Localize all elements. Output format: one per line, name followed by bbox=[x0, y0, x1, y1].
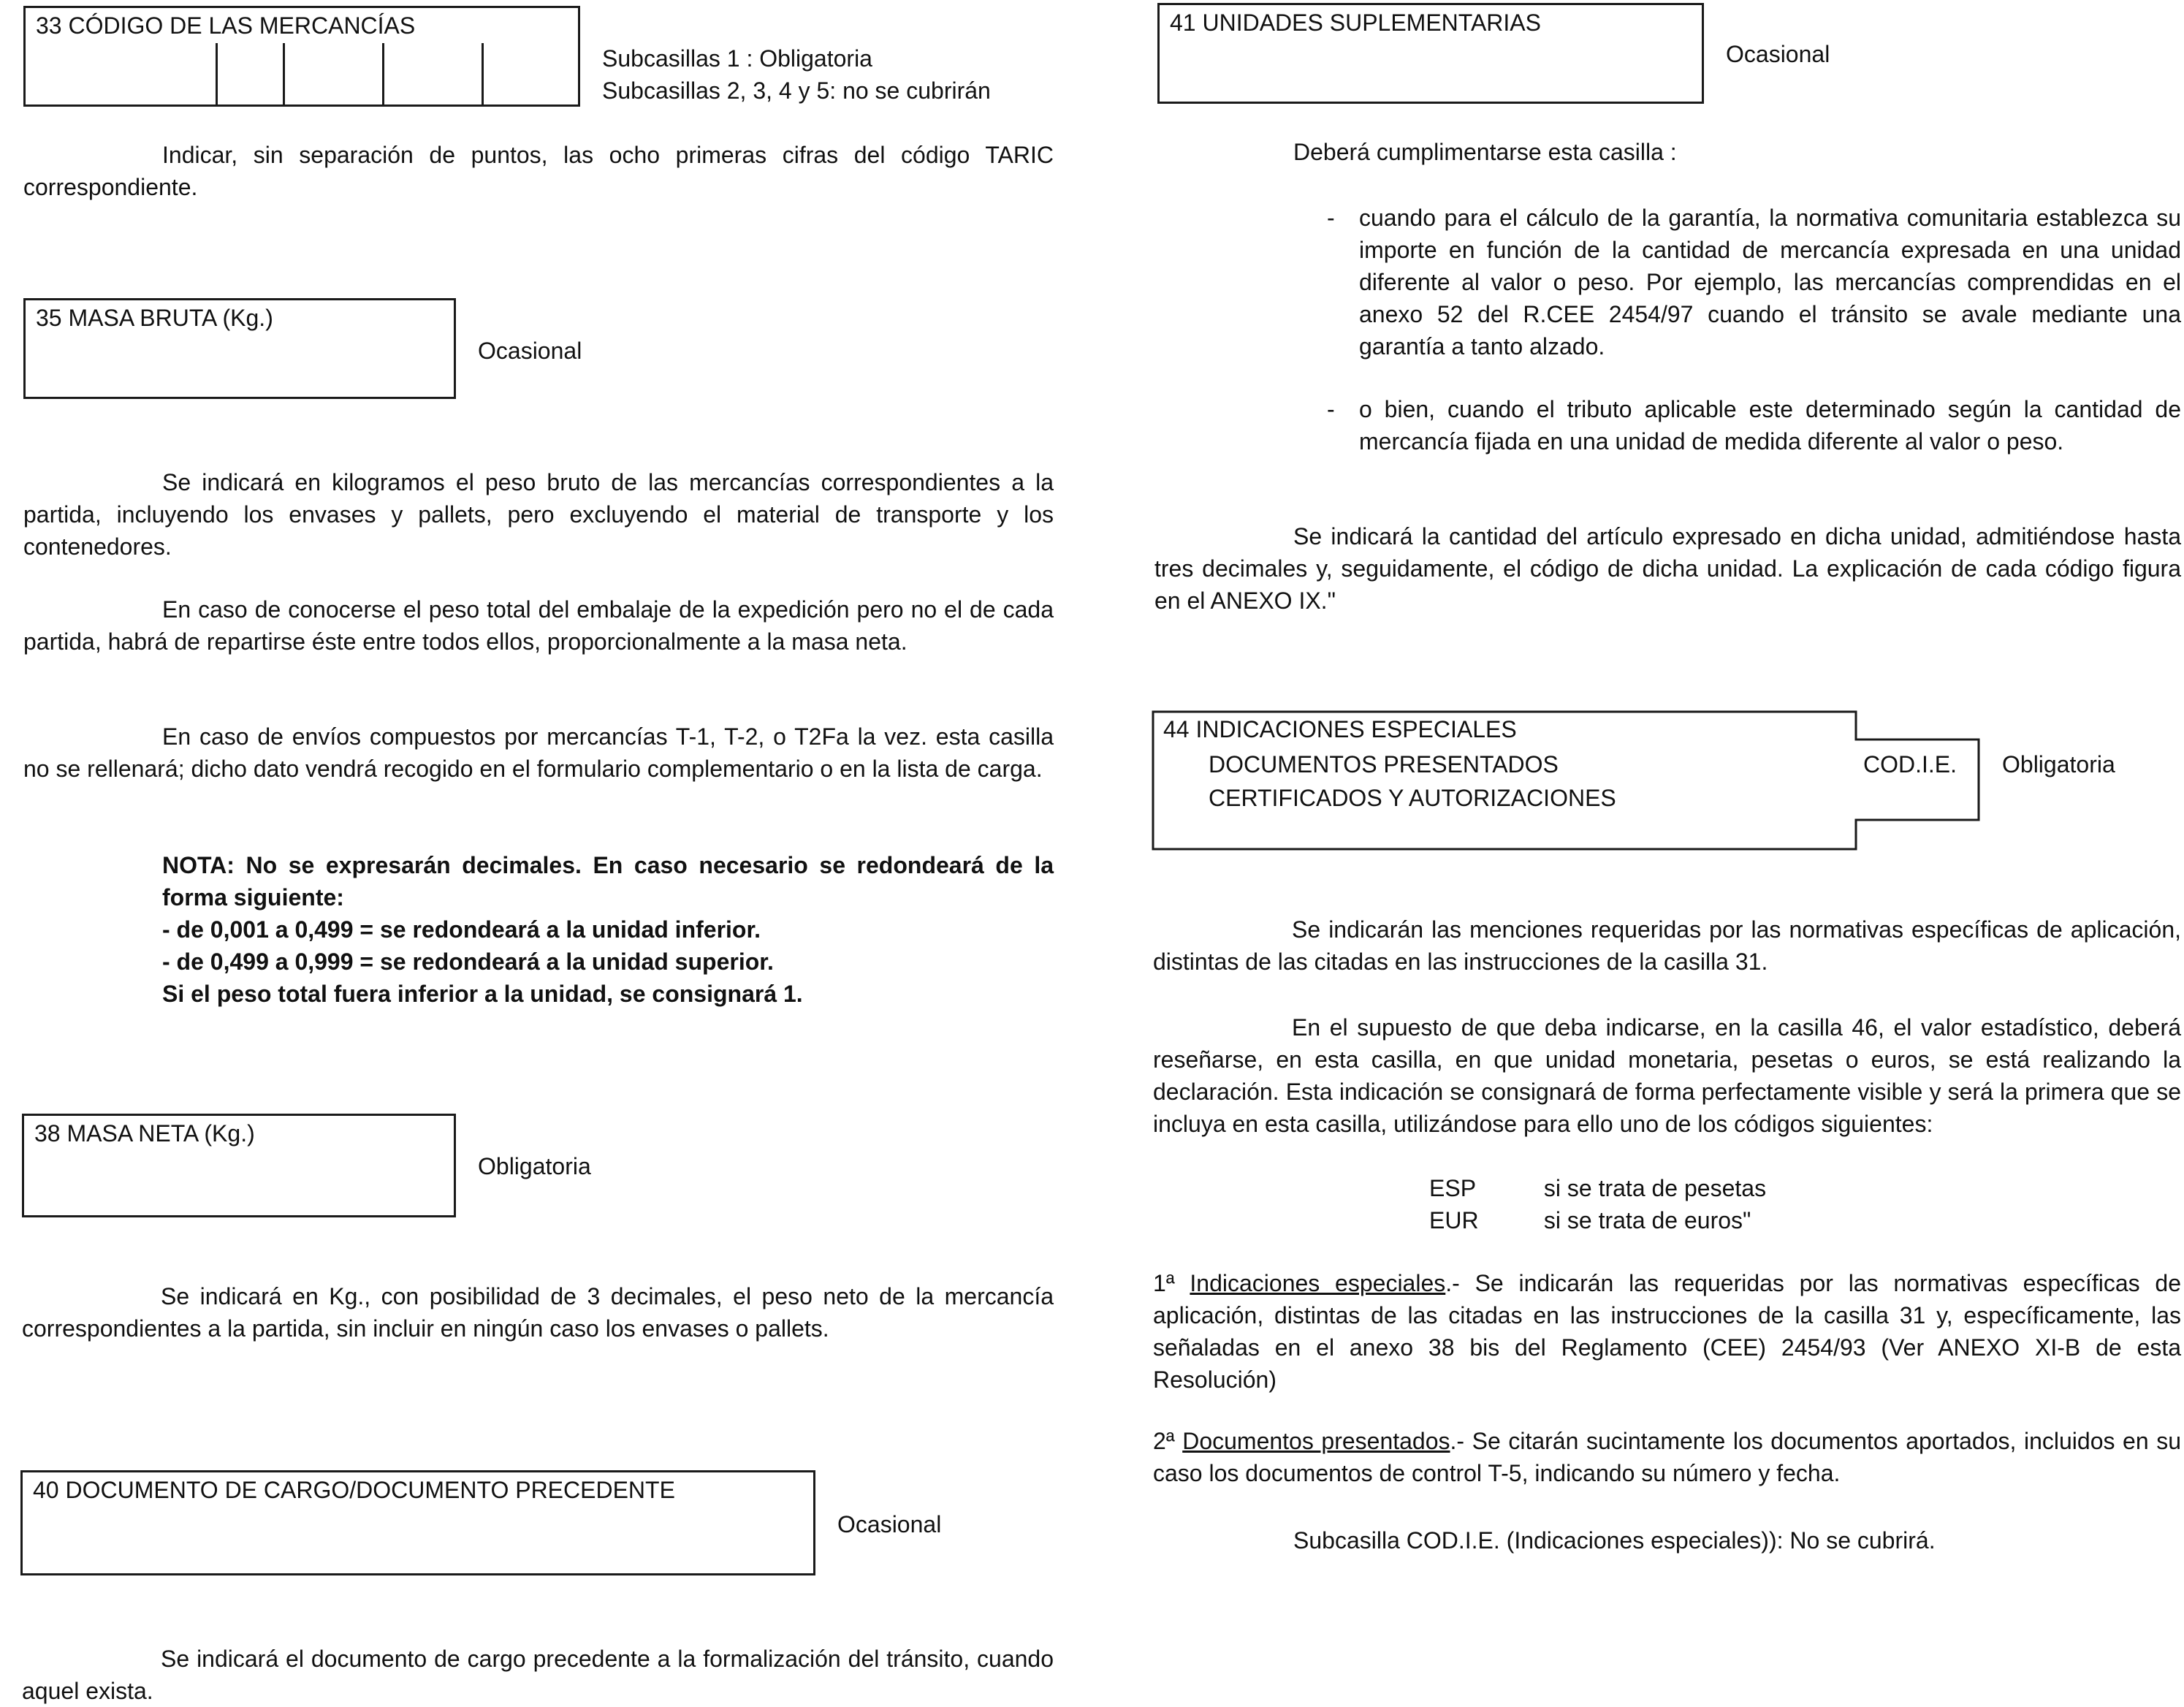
nota-line-1: NOTA: No se expresarán decimales. En caso necesario se redondeará de la forma siguiente: bbox=[162, 852, 1054, 910]
currency-codes bbox=[1429, 1172, 1941, 1236]
paragraph-35-2-text: En caso de conocerse el peso total del embalaje de la expedición pero no el de cada partida, habrá de repartirse éste entre todos ellos, proporcionalmente a la masa neta. bbox=[23, 596, 1054, 655]
box-44-line-1: 44 INDICACIONES ESPECIALES bbox=[1163, 716, 1517, 742]
subcasilla-note: Subcasilla COD.I.E. (Indicaciones especiales)): No se cubrirá. bbox=[1293, 1527, 1936, 1554]
box-33-status-2: Subcasillas 2, 3, 4 y 5: no se cubrirán bbox=[602, 77, 991, 104]
box-40 bbox=[20, 1470, 815, 1575]
item-2-title: Documentos presentados bbox=[1182, 1428, 1450, 1454]
paragraph-33-text: Indicar, sin separación de puntos, las ocho primeras cifras del código TARIC correspondiente. bbox=[23, 142, 1054, 200]
paragraph-35-1-text: Se indicará en kilogramos el peso bruto de las mercancías correspondientes a la partida, incluyendo los envases y pallets, pero excluyendo el material de transporte y los contenedores. bbox=[23, 469, 1054, 560]
box-41 bbox=[1157, 3, 1704, 104]
paragraph-38-text: Se indicará en Kg., con posibilidad de 3 decimales, el peso neto de la mercancía correspondientes a la partida, sin incluir en ningún caso los envases o pallets. bbox=[22, 1283, 1054, 1342]
paragraph-44-2-text: En el supuesto de que deba indicarse, en la casilla 46, el valor estadístico, deberá reseñarse, en esta casilla, en que unidad monetaria, pesetas o euros, se está realizando la declaración. Esta indicación se consignará de forma perfectamente visible y será la primera que se incluya en esta casilla, utilizándose para ello uno de los códigos siguientes: bbox=[1153, 1014, 2181, 1137]
paragraph-41-2 bbox=[1154, 520, 2181, 617]
box-40-title: 40 DOCUMENTO DE CARGO/DOCUMENTO PRECEDENTE bbox=[33, 1477, 675, 1503]
item-1-title: Indicaciones especiales bbox=[1190, 1270, 1446, 1296]
paragraph-40-text: Se indicará el documento de cargo precedente a la formalización del tránsito, cuando aquel exista. bbox=[22, 1646, 1054, 1704]
box-44-status: Obligatoria bbox=[2002, 751, 2115, 778]
box-38-status: Obligatoria bbox=[478, 1153, 591, 1179]
item-1-number: 1ª bbox=[1153, 1270, 1175, 1296]
box-40-status: Ocasional bbox=[837, 1511, 942, 1537]
paragraph-44-1-text: Se indicarán las menciones requeridas por las normativas específicas de aplicación, distintas de las citadas en las instrucciones de la casilla 31. bbox=[1153, 916, 2181, 975]
paragraph-44-2 bbox=[1153, 1011, 2181, 1140]
paragraph-38 bbox=[22, 1280, 1054, 1345]
box-33-status-1: Subcasillas 1 : Obligatoria bbox=[602, 45, 872, 72]
box-33-subcell-divider bbox=[382, 43, 384, 104]
box-33-subcell-divider bbox=[216, 43, 218, 104]
nota-block bbox=[162, 849, 1054, 1010]
bullet-2-text: o bien, cuando el tributo aplicable este determinado según la cantidad de mercancía fijada en una unidad de medida diferente al valor o peso. bbox=[1359, 396, 2181, 455]
bullet-1-text: cuando para el cálculo de la garantía, la normativa comunitaria establezca su importe en función de la cantidad de mercancía expresada en una unidad diferente al valor o peso. Por ejemplo, las mercancías comprendidas en el anexo 52 del R.CEE 2454/97 cuando el tránsito se avale mediante una garantía a tanto alzado. bbox=[1359, 205, 2181, 360]
item-2-number: 2ª bbox=[1153, 1428, 1175, 1454]
box-35-title: 35 MASA BRUTA (Kg.) bbox=[36, 305, 273, 331]
bullet-1 bbox=[1327, 202, 2181, 362]
currency-code-row bbox=[1429, 1172, 1941, 1204]
box-38 bbox=[22, 1114, 456, 1217]
paragraph-35-1 bbox=[23, 466, 1054, 563]
paragraph-35-3 bbox=[23, 721, 1054, 785]
nota-line-4: Si el peso total fuera inferior a la unidad, se consignará 1. bbox=[162, 981, 803, 1007]
currency-code: EUR bbox=[1429, 1207, 1479, 1233]
currency-code-row bbox=[1429, 1204, 1941, 1236]
paragraph-44-1 bbox=[1153, 913, 2181, 978]
box-44-line-2: DOCUMENTOS PRESENTADOS bbox=[1209, 751, 1559, 778]
paragraph-41-intro: Deberá cumplimentarse esta casilla : bbox=[1293, 139, 1677, 165]
currency-desc: si se trata de euros" bbox=[1543, 1207, 1751, 1233]
box-38-title: 38 MASA NETA (Kg.) bbox=[34, 1120, 255, 1147]
currency-desc: si se trata de pesetas bbox=[1543, 1175, 1767, 1201]
item-2 bbox=[1153, 1425, 2181, 1489]
nota-line-3: - de 0,499 a 0,999 = se redondeará a la unidad superior. bbox=[162, 948, 774, 975]
box-35 bbox=[23, 298, 456, 399]
nota-line-2: - de 0,001 a 0,499 = se redondeará a la unidad inferior. bbox=[162, 916, 761, 943]
item-1 bbox=[1153, 1267, 2181, 1396]
box-33-subcell-divider bbox=[482, 43, 484, 104]
paragraph-41-2-text: Se indicará la cantidad del artículo expresado en dicha unidad, admitiéndose hasta tres decimales y, seguidamente, el código de dicha unidad. La explicación de cada código figura en el ANEXO IX." bbox=[1154, 523, 2181, 614]
box-35-status: Ocasional bbox=[478, 338, 582, 364]
bullet-2-dash: - bbox=[1327, 396, 1335, 422]
box-44-line-3: CERTIFICADOS Y AUTORIZACIONES bbox=[1209, 785, 1616, 811]
bullet-2 bbox=[1327, 393, 2181, 457]
box-33-title: 33 CÓDIGO DE LAS MERCANCÍAS bbox=[36, 12, 416, 39]
box-33-subcell-divider bbox=[283, 43, 285, 104]
box-33 bbox=[23, 6, 580, 107]
bullet-1-dash: - bbox=[1327, 205, 1335, 231]
box-44-code-label: COD.I.E. bbox=[1863, 751, 1957, 778]
paragraph-33 bbox=[23, 139, 1054, 203]
paragraph-35-2 bbox=[23, 593, 1054, 658]
currency-code: ESP bbox=[1429, 1175, 1477, 1201]
item-2-text: .- Se citarán sucintamente los documentos aportados, incluidos en su caso los documentos de control T-5, indicando su número y fecha. bbox=[1153, 1428, 2182, 1486]
box-41-status: Ocasional bbox=[1726, 41, 1830, 67]
paragraph-40 bbox=[22, 1643, 1054, 1707]
box-41-title: 41 UNIDADES SUPLEMENTARIAS bbox=[1170, 9, 1541, 36]
item-1-text: .- Se indicarán las requeridas por las normativas específicas de aplicación, distintas de las citadas en las instrucciones de la casilla 31 y, específicamente, las señaladas en el anexo 38 bis del Reglamento (CEE) 2454/93 (Ver ANEXO XI-B de esta Resolución) bbox=[1153, 1270, 2182, 1393]
paragraph-35-3-text: En caso de envíos compuestos por mercancías T-1, T-2, o T2Fa la vez. esta casilla no se rellenará; dicho dato vendrá recogido en el formulario complementario o en la lista de carga. bbox=[23, 723, 1054, 782]
